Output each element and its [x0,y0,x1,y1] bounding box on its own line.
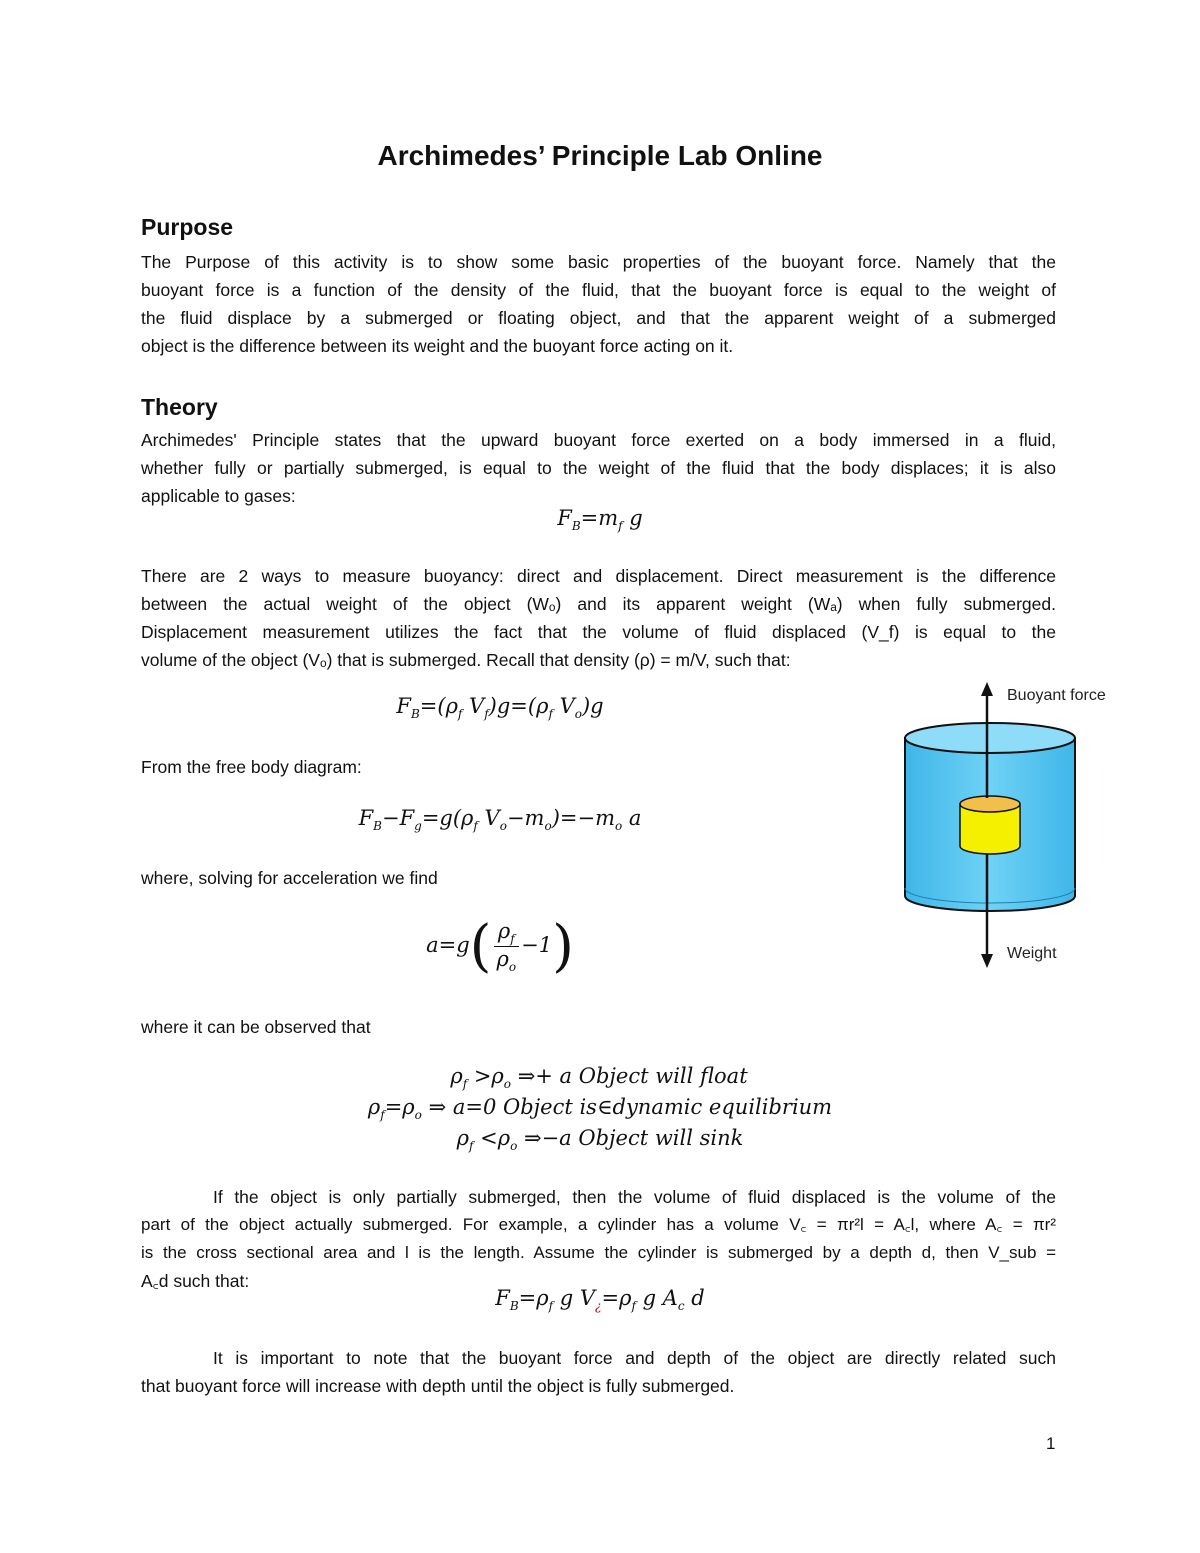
measurement-line: Displacement measurement utilizes the fact that the volume of fluid displaced (V_f) is equal to the [141,622,1056,642]
theory-intro-line: applicable to gases: [141,486,296,506]
theory-intro-paragraph [141,426,1056,510]
measurement-line: between the actual weight of the object (Wₒ) and its apparent weight (Wₐ) when fully submerged. [141,594,1056,614]
cylinder-top [905,723,1075,753]
purpose-line: The Purpose of this activity is to show some basic properties of the buoyant force. Namely that the [141,252,1056,272]
measurement-line: volume of the object (Vₒ) that is submerged. Recall that density (ρ) = m/V, such that: [141,650,791,670]
purpose-line: buoyant force is a function of the density of the fluid, that the buoyant force is equal to the weight of [141,280,1056,300]
weight-arrowhead [981,954,993,968]
purpose-line: object is the difference between its weight and the buoyant force acting on it. [141,336,734,356]
theory-intro-line: Archimedes' Principle states that the upward buoyant force exerted on a body immersed in a fluid, [141,430,1056,450]
measurement-paragraph [141,562,1056,674]
partial-line: If the object is only partially submerged, then the volume of fluid displaced is the volume of the [213,1187,1056,1207]
condition-float: $\rho_f >\rho_o$ ⇒+ a Object will float [450,1064,748,1092]
equation-acceleration: a=g( $\frac{\rho_f}{\rho_o}$ −1) [426,914,574,979]
purpose-line: the fluid displace by a submerged or floating object, and that the apparent weight of a submerged [141,308,1056,328]
equation-buoyant-force: $F_B=m_f$ g [557,506,643,534]
measurement-line: There are 2 ways to measure buoyancy: direct and displacement. Direct measurement is the difference [141,566,1056,586]
observe-text: where it can be observed that [141,1017,371,1037]
equation-free-body: $F_B-F_g=g(\rho_f$ $V_o-m_o)=-m_o$ a [358,806,642,834]
purpose-paragraph [141,248,1056,360]
theory-intro-line: whether fully or partially submerged, is equal to the weight of the fluid that the body displaces; it is also [141,458,1056,478]
buoyant-force-label: Buoyant force [1007,687,1106,704]
purpose-heading: Purpose [141,214,234,240]
page-title: Archimedes’ Principle Lab Online [377,140,823,171]
free-body-text: From the free body diagram: [141,757,362,777]
note-line: that buoyant force will increase with depth until the object is fully submerged. [141,1376,735,1396]
partial-line: is the cross sectional area and l is the length. Assume the cylinder is submerged by a depth d, then V_sub = [141,1243,1056,1262]
floating-object-top [960,796,1020,812]
partial-line: A꜀d such that: [141,1271,250,1291]
weight-label: Weight [1007,945,1057,962]
note-line: It is important to note that the buoyant force and depth of the object are directly related such [213,1348,1056,1368]
partial-paragraph [141,1183,1056,1295]
note-paragraph [141,1344,1056,1400]
buoyant-force-arrowhead [981,682,993,696]
equation-displacement: $F_B=(\rho_f$ $V_f)g=(\rho_f$ $V_o)g$ [396,694,604,722]
partial-line: part of the object actually submerged. For example, a cylinder has a volume V꜀ = πr²l = A꜀l, where A꜀ = πr² [141,1215,1056,1234]
condition-sink: $\rho_f <\rho_o$ ⇒−a Object will sink [456,1126,744,1154]
theory-heading: Theory [141,394,218,420]
condition-equilibrium: $\rho_f=\rho_o$ ⇒ a=0 Object is∈dynamic equilibrium [367,1095,833,1123]
acceleration-text: where, solving for acceleration we find [141,868,438,888]
buoyancy-diagram [895,676,1135,976]
page-number: 1 [1046,1434,1056,1453]
equation-partial-buoyancy: $F_B=\rho_f$ g $V_¿=\rho_f$ g $A_c$ d [495,1286,705,1314]
